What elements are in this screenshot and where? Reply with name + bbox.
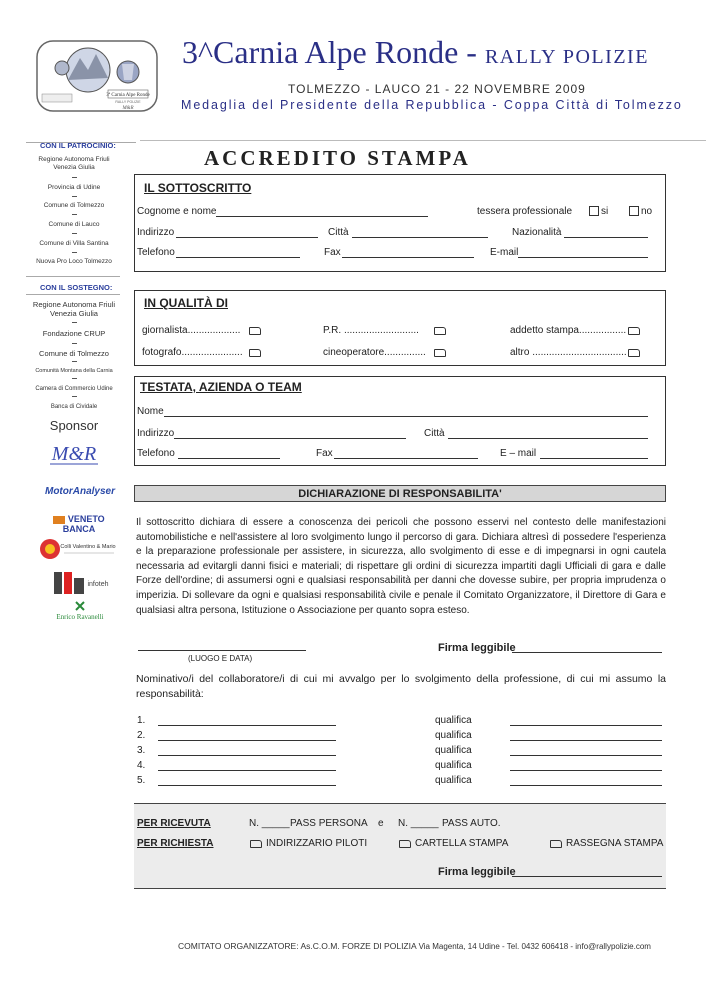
luogo-data-label: (LUOGO E DATA) — [188, 654, 253, 663]
sponsor-ravanelli-text: Enrico Ravanelli — [56, 613, 104, 621]
testata-email-label: E – mail — [500, 448, 537, 459]
n-pass-auto[interactable]: N. _____ — [398, 818, 439, 829]
sostegno-item: Fondazione CRUP — [42, 329, 106, 338]
fax-field[interactable] — [342, 248, 474, 258]
telefono-label: Telefono — [137, 247, 175, 258]
svg-text:RALLY POLIZIE: RALLY POLIZIE — [115, 100, 141, 104]
n-pass-persona[interactable]: N. _____ — [249, 818, 290, 829]
divider — [72, 378, 77, 379]
divider — [72, 252, 77, 253]
folder-checkbox-icon[interactable] — [399, 840, 411, 848]
qualifica-label: qualifica — [435, 730, 472, 741]
addetto-label: addetto stampa................. — [510, 325, 627, 336]
rally-logo — [36, 40, 158, 112]
sponsor-mr-text: M&R — [51, 443, 97, 465]
testata-indirizzo-field[interactable] — [174, 429, 406, 439]
sostegno-item: Camera di Commercio Udine — [35, 386, 113, 392]
qualita-heading: IN QUALITÀ DI — [144, 296, 228, 310]
event-dates: TOLMEZZO - LAUCO 21 - 22 NOVEMBRE 2009 — [288, 82, 586, 96]
citta-label: Città — [328, 227, 349, 238]
sostegno-item: Banca di Cividale — [50, 404, 98, 410]
testata-fax-field[interactable] — [334, 449, 478, 459]
event-subtitle: Medaglia del Presidente della Repubblica - Coppa Città di Tolmezzo — [181, 98, 683, 112]
row-number: 3. — [137, 745, 146, 756]
patrocinio-item: Regione Autonoma Friuli Venezia Giulia — [38, 156, 110, 171]
divider — [72, 396, 77, 397]
folder-checkbox-icon[interactable] — [434, 327, 446, 335]
patrocinio-item: Comune di Villa Santina — [39, 240, 109, 247]
spacer — [142, 189, 238, 199]
email-field[interactable] — [518, 248, 648, 258]
collaboratore-field[interactable] — [158, 761, 336, 771]
sostegno-item: Regione Autonoma Friuli Venezia Giulia — [32, 300, 116, 318]
testata-citta-label: Città — [424, 428, 445, 439]
folder-checkbox-icon[interactable] — [250, 840, 262, 848]
testata-nome-label: Nome — [137, 406, 164, 417]
patrocinio-item: Comune di Lauco — [48, 221, 100, 228]
folder-checkbox-icon[interactable] — [249, 349, 261, 357]
dichiarazione-header — [134, 485, 666, 502]
dichiarazione-title: DICHIARAZIONE DI RESPONSABILITA' — [298, 488, 502, 500]
pass-persona-label: PASS PERSONA — [290, 818, 368, 829]
altro-label: altro .................................. — [510, 347, 627, 358]
email-label: E-mail — [490, 247, 519, 258]
fax-label: Fax — [324, 247, 341, 258]
nominativi-text: Nominativo/i del collaboratore/i di cui mi avvalgo per lo svolgimento della professione, di cui mi assumo la responsabilità: — [136, 673, 666, 700]
divider — [72, 361, 77, 362]
collaboratore-field[interactable] — [158, 731, 336, 741]
folder-checkbox-icon[interactable] — [550, 840, 562, 848]
ricevuta-firma-field[interactable] — [512, 867, 662, 877]
testata-fax-label: Fax — [316, 448, 333, 459]
row-number: 1. — [137, 715, 146, 726]
tessera-label: tessera professionale — [477, 206, 573, 217]
qualifica-label: qualifica — [435, 715, 472, 726]
indirizzo-field[interactable] — [176, 228, 318, 238]
giornalista-label: giornalista................... — [142, 325, 241, 336]
cognome-field[interactable] — [216, 207, 428, 217]
folder-checkbox-icon[interactable] — [249, 327, 261, 335]
row-number: 5. — [137, 775, 146, 786]
tessera-no-checkbox[interactable] — [629, 206, 639, 216]
sponsor-colli-text: Colli Valentino & Mario — [60, 544, 116, 550]
sponsor-colli-logo — [40, 536, 120, 562]
folder-checkbox-icon[interactable] — [434, 349, 446, 357]
cartella-label: CARTELLA STAMPA — [415, 838, 509, 849]
indirizzo-label: Indirizzo — [137, 227, 175, 238]
tessera-no-label: no — [641, 206, 653, 217]
footer-contact: Via Magenta, 14 Udine - Tel. 0432 606418 - info@rallypolizie.com — [418, 942, 651, 951]
sponsor-ravanelli-logo — [42, 600, 118, 624]
cognome-label: Cognome e nome — [137, 206, 217, 217]
nazionalita-label: Nazionalità — [512, 227, 562, 238]
e-label: e — [378, 818, 384, 829]
testata-citta-field[interactable] — [448, 429, 648, 439]
header-divider — [140, 140, 706, 141]
testata-telefono-label: Telefono — [137, 448, 175, 459]
testata-nome-field[interactable] — [164, 407, 648, 417]
firma-label: Firma leggibile — [438, 642, 516, 654]
sostegno-item: Comunità Montana della Carnia — [35, 368, 113, 374]
pass-auto-label: PASS AUTO. — [442, 818, 501, 829]
patrocinio-heading: CON IL PATROCINIO: — [40, 141, 116, 150]
sponsor-motoranalyser-logo: MotorAnalyser — [44, 486, 115, 497]
collaboratore-field[interactable] — [158, 746, 336, 756]
qualifica-label: qualifica — [435, 760, 472, 771]
testata-email-field[interactable] — [540, 449, 648, 459]
citta-field[interactable] — [352, 228, 488, 238]
sponsor-infoteh-text: infoteh — [87, 581, 109, 588]
testata-indirizzo-label: Indirizzo — [137, 428, 175, 439]
row-number: 2. — [137, 730, 146, 741]
divider — [72, 322, 77, 323]
qualifica-field[interactable] — [510, 731, 662, 741]
qualifica-field[interactable] — [510, 776, 662, 786]
indirizzario-label: INDIRIZZARIO PILOTI — [266, 838, 368, 849]
tessera-si-checkbox[interactable] — [589, 206, 599, 216]
firma-field[interactable] — [512, 643, 662, 653]
collaboratore-field[interactable] — [158, 776, 336, 786]
cineoperatore-label: cineoperatore............... — [323, 347, 426, 358]
sottoscritto-heading: IL SOTTOSCRITTO — [144, 181, 252, 195]
nazionalita-field[interactable] — [564, 228, 648, 238]
patrocinio-item: Provincia di Udine — [47, 184, 101, 191]
per-ricevuta-label: PER RICEVUTA — [137, 818, 211, 829]
form-title: ACCREDITO STAMPA — [204, 146, 471, 170]
testata-heading: TESTATA, AZIENDA O TEAM — [140, 380, 302, 394]
qualifica-field[interactable] — [510, 716, 662, 726]
svg-text:3ª Carnia Alpe Ronde: 3ª Carnia Alpe Ronde — [106, 93, 150, 98]
row-number: 4. — [137, 760, 146, 771]
divider — [72, 177, 77, 178]
divider — [72, 196, 77, 197]
patrocinio-item: Comune di Tolmezzo — [43, 202, 105, 209]
sponsor-venetobanca-logo: VENETO BANCA — [38, 514, 120, 528]
qualifica-field[interactable] — [510, 761, 662, 771]
sostegno-item: Comune di Tolmezzo — [39, 349, 109, 358]
sidebar-divider — [26, 294, 120, 295]
ricevuta-firma-label: Firma leggibile — [438, 866, 516, 878]
sponsor-infoteh-logo — [52, 570, 112, 596]
qualifica-label: qualifica — [435, 745, 472, 756]
divider — [72, 343, 77, 344]
divider — [72, 233, 77, 234]
divider — [72, 214, 77, 215]
collaboratore-field[interactable] — [158, 716, 336, 726]
luogo-data-field[interactable] — [138, 641, 306, 651]
folder-checkbox-icon[interactable] — [628, 349, 640, 357]
fotografo-label: fotografo...................... — [142, 347, 243, 358]
footer-org: COMITATO ORGANIZZATORE: As.C.O.M. FORZE DI POLIZIA — [178, 941, 417, 951]
svg-text:M&R: M&R — [122, 106, 134, 111]
patrocinio-item: Nuova Pro Loco Tolmezzo — [36, 258, 112, 265]
sponsor-mr-logo — [44, 442, 104, 468]
rassegna-label: RASSEGNA STAMPA — [566, 838, 664, 849]
testata-telefono-field[interactable] — [178, 449, 280, 459]
per-richiesta-label: PER RICHIESTA — [137, 838, 214, 849]
telefono-field[interactable] — [176, 248, 300, 258]
event-title: 3^Carnia Alpe Ronde - RALLY POLIZIE — [182, 34, 649, 70]
folder-checkbox-icon[interactable] — [628, 327, 640, 335]
tessera-si-label: si — [601, 206, 609, 217]
qualifica-label: qualifica — [435, 775, 472, 786]
sostegno-heading: CON IL SOSTEGNO: — [40, 283, 113, 292]
sponsor-heading: Sponsor — [49, 418, 99, 433]
pr-label: P.R. ........................... — [323, 325, 419, 336]
footer — [178, 941, 651, 951]
sidebar-divider — [26, 276, 120, 277]
qualifica-field[interactable] — [510, 746, 662, 756]
dichiarazione-text: Il sottoscritto dichiara di essere a conoscenza dei pericoli che possono esservi nel contesto delle manifestazioni automobilistiche e nell'assistere al loro svolgimento lungo il percorso di gara. Dichiara altresì di possedere l'esperienza e la preparazione professionale per assistere, in sicurezza, allo svolgimento di esse e di impegnarsi in ogni cautela necessaria ad evitargli danni fisici e materiali; di rispettare gli ordini di sicurezza impartiti dagli Ufficiali di gara e dalle Forze dell'ordine; di assumersi ogni e qualsiasi responsabilità per danni che dovesse subire, per propria imprudenza o imperizia. Di sollevare da ogni e qualsiasi responsabilità civile e penale il Comitato Organizzatore, il Direttore di Gara e qualsiasi altra persona, Istituzione o Associazione per quanto sopra esteso. — [136, 517, 666, 616]
